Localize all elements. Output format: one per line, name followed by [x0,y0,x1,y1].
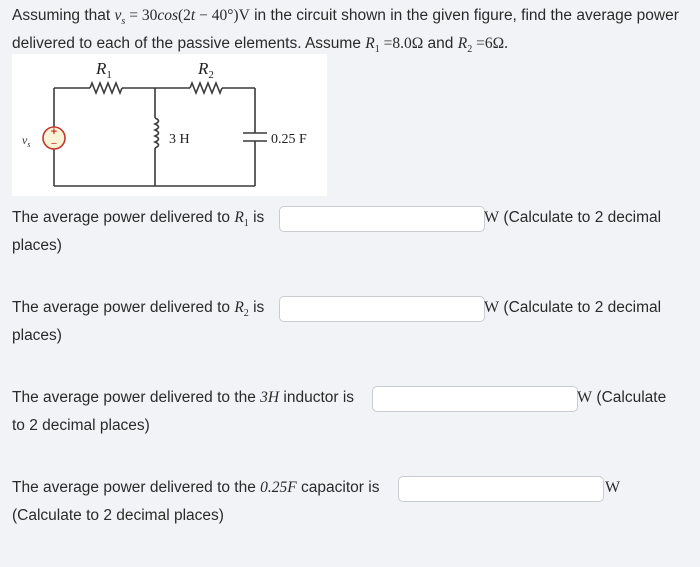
source-label: $v_s$ [22,133,31,149]
capacitor-label: 0.25 F [271,132,307,147]
row-r1-unit: W (Calculate to 2 decimal [484,209,662,226]
r2-value: $R_2 =6\Omega$. [457,35,508,56]
r1-power-input[interactable] [279,206,485,232]
row-r1-prompt: The average power delivered to $R_1$ is [12,209,265,230]
resistor-r1 [90,83,122,93]
question-intro: Assuming that [12,7,111,24]
row-capacitor-unit: W [605,479,621,496]
row-r2-note: places) [12,327,62,344]
question-text: Assuming that $v_s = 30\cos(2t - 40^\circ)V$ in the circuit shown in the given figure, find the average power delivered to each of the passive elements. Assume $R_1 =8.0\Omega$ and $R_2 =6\Omega$. [12,7,679,56]
r1-value: $R_1 =8.0\Omega$ [365,35,424,56]
r1-label: $R_1$ [96,59,112,81]
row-inductor-unit: W (Calculate [577,389,667,406]
source-plus: + [50,126,58,138]
row-r2-unit: W (Calculate to 2 decimal [484,299,662,316]
row-inductor-prompt: The average power delivered to the 3H inductor is [12,389,355,406]
circuit-figure [12,54,327,196]
inductor-power-input[interactable] [372,386,578,412]
question-mid: in the circuit shown in the given figure, find the average power delivered to each of the passive elements. Assume [12,7,679,53]
row-capacitor-note: (Calculate to 2 decimal places) [12,507,224,524]
inductor-label: 3 H [169,132,190,147]
capacitor-power-input[interactable] [398,476,604,502]
r2-label: $R_2$ [198,59,214,81]
answer-row-r1 [12,204,692,260]
answer-row-capacitor [12,474,692,530]
answer-row-r2 [12,294,692,350]
source-minus: − [50,138,58,150]
row-capacitor-prompt: The average power delivered to the 0.25F capacitor is [12,479,380,496]
row-r1-note: places) [12,237,62,254]
resistor-r2 [190,83,222,93]
source-expression: $v_s = 30\cos(2t - 40^\circ)V$ [114,7,250,28]
answer-row-inductor [12,384,692,440]
r2-power-input[interactable] [279,296,485,322]
row-inductor-note: to 2 decimal places) [12,417,150,434]
row-r2-prompt: The average power delivered to $R_2$ is [12,299,265,320]
inductor-3h [155,118,159,148]
circuit-diagram [12,54,327,196]
